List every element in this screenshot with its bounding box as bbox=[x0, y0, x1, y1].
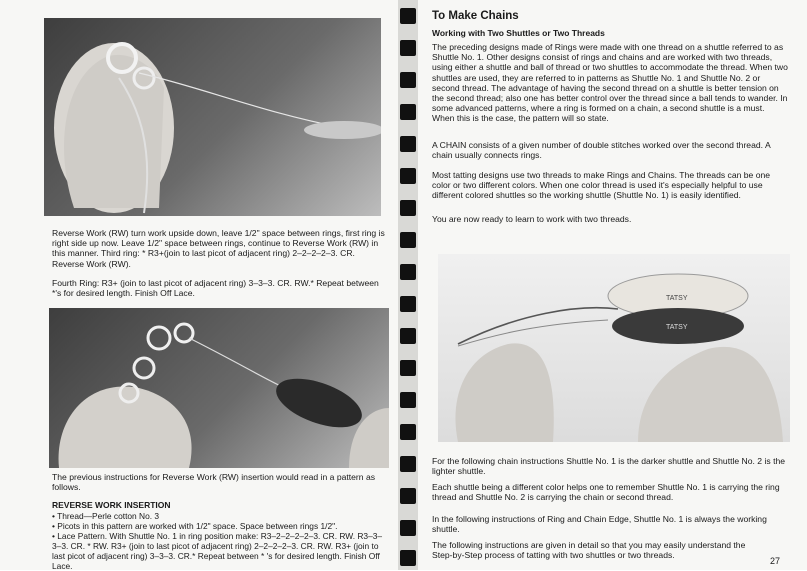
page-subtitle: Working with Two Shuttles or Two Threads bbox=[432, 28, 605, 38]
paragraph-chain-def: A CHAIN consists of a given number of double stitches worked over the second thread. A chain usually connects rings. bbox=[432, 140, 771, 161]
binding-coil bbox=[400, 392, 416, 408]
paragraph-step-by-step: The following instructions are given in detail so that you may easily understand the Step-by-Step process of tatting with two shuttles or two threads. bbox=[432, 540, 746, 561]
binding-coil bbox=[400, 456, 416, 472]
paragraph-ready: You are now ready to learn to work with two threads. bbox=[432, 214, 632, 224]
binding-coil bbox=[400, 72, 416, 88]
photo-reverse-work-hands bbox=[49, 308, 389, 468]
insertion-item-thread: • Thread—Perle cotton No. 3 bbox=[52, 511, 390, 521]
insertion-item-picots: • Picots in this pattern are worked with 1/2" space. Space between rings 1/2". bbox=[52, 521, 390, 531]
binding-coil bbox=[400, 296, 416, 312]
binding-coil bbox=[400, 550, 416, 566]
binding-coil bbox=[400, 488, 416, 504]
paragraph-shuttles: The preceding designs made of Rings were made with one thread on a shuttle referred to as Shuttle No. 1. Other designs consist of rings and chains and are worked with two threads, using either a shuttle and ball of thread or two shuttles to accommodate the thread. When two shuttles are used, they are referred to in patterns as Shuttle No. 1 and Shuttle No. 2 or second thread. The advantage of having the second thread on a shuttle is better tension on the second thread; also one has better control over the thread since a ball tends to wander. In some advanced patterns, where a ring is formed on a chain, a second shuttle is a must. When this is the case, the pattern will so state. bbox=[432, 42, 788, 124]
paragraph-working-shuttle: In the following instructions of Ring and Chain Edge, Shuttle No. 1 is always the working shuttle. bbox=[432, 514, 767, 535]
binding-coil bbox=[400, 424, 416, 440]
binding-coil bbox=[400, 328, 416, 344]
binding-coil bbox=[400, 360, 416, 376]
paragraph-two-threads: Most tatting designs use two threads to make Rings and Chains. The threads can be one color or two different colors. When one color thread is used it's especially helpful to use different colored shuttles so the working shuttle (Shuttle No. 1) is easily identified. bbox=[432, 170, 771, 201]
paragraph-darker-shuttle: For the following chain instructions Shuttle No. 1 is the darker shuttle and Shuttle No. 2 is the lighter shuttle. bbox=[432, 456, 786, 477]
insertion-item-lace-pattern: • Lace Pattern. With Shuttle No. 1 in ring position make: R3–2–2–2–2–3. CR. RW. R3–3–3–3. CR. * RW. R3+ (join to last picot of adjacent ring) 2–2–2–2–3. CR. RW. R3+ (join to last picot of adjacent ring) 3–3–3. CR.* Repeat between * 's for desired length. Finish Off Lace. bbox=[52, 531, 390, 571]
insertion-list bbox=[52, 511, 390, 571]
right-page bbox=[418, 0, 807, 570]
paragraph-different-color: Each shuttle being a different color helps one to remember Shuttle No. 1 is carrying the ring thread and Shuttle No. 2 is carrying the chain or second thread. bbox=[432, 482, 780, 503]
binding-coil bbox=[400, 520, 416, 536]
rw-paragraph: Reverse Work (RW) turn work upside down, leave 1/2" space between rings, first ring is right side up now. Leave 1/2" space between rings, continue to Reverse Work (RW) in this manner. Third ring: * R3+(join to last picot of adjacent ring) 2–2–2–2–3. CR. Reverse Work (RW). bbox=[52, 228, 385, 269]
binding-coil bbox=[400, 104, 416, 120]
shuttle-label-bottom: TATSY bbox=[666, 324, 688, 331]
shuttle-label-top: TATSY bbox=[666, 295, 688, 302]
spiral-binding bbox=[398, 0, 418, 570]
photo-tatting-ring-hand bbox=[44, 18, 381, 216]
photo-two-shuttles bbox=[438, 254, 790, 442]
binding-coil bbox=[400, 264, 416, 280]
binding-coil bbox=[400, 40, 416, 56]
binding-coil bbox=[400, 136, 416, 152]
page-number: 27 bbox=[770, 556, 781, 566]
left-page bbox=[0, 0, 398, 570]
fourth-ring-paragraph: Fourth Ring: R3+ (join to last picot of adjacent ring) 3–3–3. CR. RW.* Repeat between *'s for desired length. Finish Off Lace. bbox=[52, 278, 379, 299]
binding-coil bbox=[400, 200, 416, 216]
insertion-heading: REVERSE WORK INSERTION bbox=[52, 500, 171, 510]
previous-instructions: The previous instructions for Reverse Work (RW) insertion would read in a pattern as follows. bbox=[52, 472, 376, 493]
binding-coil bbox=[400, 8, 416, 24]
binding-coil bbox=[400, 232, 416, 248]
page-title: To Make Chains bbox=[432, 10, 519, 22]
binding-coil bbox=[400, 168, 416, 184]
